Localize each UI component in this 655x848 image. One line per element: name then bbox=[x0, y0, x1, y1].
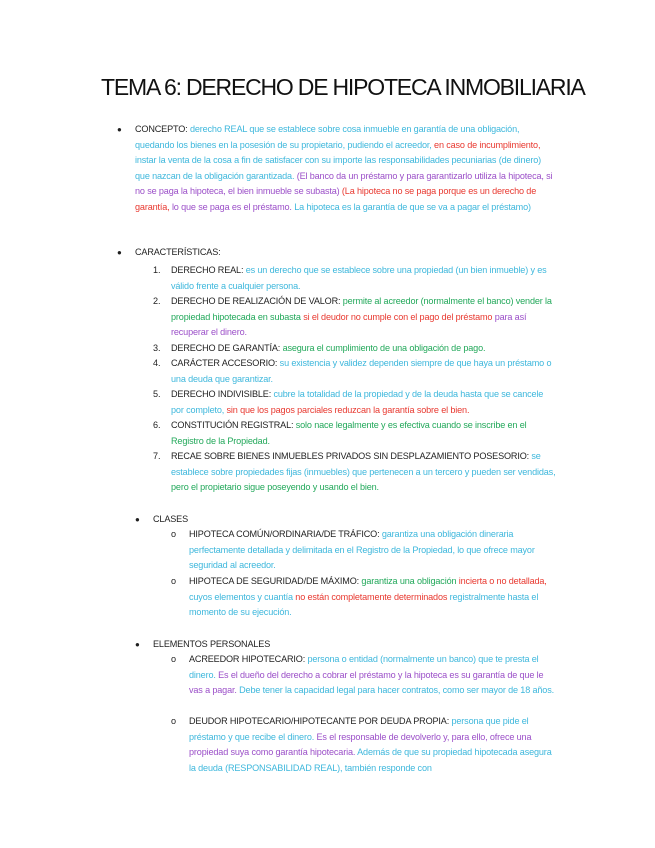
list-item bbox=[171, 418, 561, 449]
list-item bbox=[171, 356, 557, 387]
list-item bbox=[171, 387, 557, 418]
list-number: 2. bbox=[153, 296, 161, 306]
circle-bullet-icon: o bbox=[171, 529, 177, 539]
item-text: no están completamente determinados bbox=[295, 591, 450, 602]
bullet-dot-icon: ● bbox=[117, 248, 122, 257]
item-label: DERECHO INDIVISIBLE: bbox=[171, 389, 274, 399]
list-item bbox=[171, 449, 557, 496]
list-item bbox=[189, 714, 555, 776]
page-title: TEMA 6: DERECHO DE HIPOTECA INMOBILIARIA bbox=[101, 74, 585, 100]
item-label: DEUDOR HIPOTECARIO/HIPOTECANTE POR DEUDA PROPIA: bbox=[189, 716, 452, 726]
list-item bbox=[171, 263, 557, 294]
item-text: persona o entidad (normalmente un banco) que te presta el dinero. bbox=[189, 654, 539, 680]
item-label: DERECHO REAL: bbox=[171, 265, 246, 275]
caracteristicas-heading: CARACTERÍSTICAS: bbox=[135, 247, 221, 257]
item-text: pero el propietario sigue poseyendo y usando el bien. bbox=[171, 482, 379, 493]
concepto-text-6: lo que se paga es el préstamo. bbox=[171, 201, 295, 212]
item-text: Es el responsable de devolverlo y, para ello, ofrece una propiedad suya como garantía hipotecaria. bbox=[189, 731, 532, 758]
concepto-paragraph bbox=[135, 122, 557, 216]
item-text: Es el dueño del derecho a cobrar el préstamo y la hipoteca es su garantía de que le vas a pagar. bbox=[189, 669, 544, 696]
item-label: DERECHO DE GARANTÍA: bbox=[171, 343, 283, 353]
list-item bbox=[171, 341, 557, 357]
item-text: Debe tener la capacidad legal para hacer contratos, como ser mayor de 18 años. bbox=[239, 685, 554, 696]
item-label: ACREEDOR HIPOTECARIO: bbox=[189, 654, 308, 664]
list-number: 7. bbox=[153, 451, 161, 461]
item-text: si el deudor no cumple con el pago del préstamo bbox=[303, 311, 495, 322]
item-text: es un derecho que se establece sobre una propiedad (un bien inmueble) y es válido frente a cualquier persona. bbox=[171, 265, 547, 291]
list-item bbox=[189, 527, 559, 574]
elementos-heading: ELEMENTOS PERSONALES bbox=[153, 639, 271, 649]
item-label: RECAE SOBRE BIENES INMUEBLES PRIVADOS SIN DESPLAZAMIENTO POSESORIO: bbox=[171, 451, 532, 461]
item-text: persona que pide el préstamo y que recibe el dinero. bbox=[189, 716, 529, 742]
item-text: su existencia y validez dependen siempre de que haya un préstamo o una deuda que garantizar. bbox=[171, 358, 552, 384]
list-item bbox=[189, 652, 555, 699]
list-number: 5. bbox=[153, 389, 161, 399]
list-item bbox=[189, 574, 559, 621]
list-number: 6. bbox=[153, 420, 161, 430]
item-text: cuyos elementos y cuantía bbox=[189, 591, 296, 602]
circle-bullet-icon: o bbox=[171, 654, 177, 664]
bullet-dot-icon: ● bbox=[135, 515, 140, 524]
item-text: Además de que su propiedad hipotecada asegura la deuda (RESPONSABILIDAD REAL), también responde con bbox=[189, 747, 552, 773]
concepto-text-1: derecho REAL que se establece sobre cosa inmueble en garantía de una obligación, quedando los bienes en la posesión de su propietario, pudiendo el acreedor, bbox=[135, 124, 520, 150]
concepto-label: CONCEPTO: bbox=[135, 124, 190, 134]
item-text: cubre la totalidad de la propiedad y de la deuda hasta que se cancele por completo, bbox=[171, 389, 544, 415]
bullet-dot-icon: ● bbox=[117, 125, 122, 134]
list-number: 4. bbox=[153, 358, 161, 368]
item-label: CONSTITUCIÓN REGISTRAL: bbox=[171, 420, 296, 430]
item-text: garantiza una obligación bbox=[361, 576, 459, 586]
item-label: HIPOTECA COMÚN/ORDINARIA/DE TRÁFICO: bbox=[189, 529, 382, 539]
list-item bbox=[171, 294, 557, 341]
item-text: asegura el cumplimiento de una obligación de pago. bbox=[282, 343, 486, 353]
item-text: incierta o no detallada, bbox=[458, 576, 547, 586]
list-number: 3. bbox=[153, 343, 161, 353]
item-text: solo nace legalmente y es efectiva cuando se inscribe en el Registro de la Propiedad. bbox=[171, 420, 527, 446]
item-text: garantiza una obligación dineraria perfectamente detallada y delimitada en el Registro de la Propiedad, lo que ofrece mayor seguridad al acreedor. bbox=[189, 529, 535, 571]
item-label: HIPOTECA DE SEGURIDAD/DE MÁXIMO: bbox=[189, 576, 362, 586]
clases-heading: CLASES bbox=[153, 514, 188, 524]
item-text: se establece sobre propiedades fijas (inmuebles) que pertenecen a un tercero y pueden ser vendidas, bbox=[171, 451, 556, 477]
concepto-text-4: (El banco da un préstamo y para garantizarlo utiliza la hipoteca, si no se paga la hipoteca, el bien inmueble se subasta) bbox=[135, 170, 553, 197]
bullet-dot-icon: ● bbox=[135, 640, 140, 649]
concepto-text-3: instar la venta de la cosa a fin de satisfacer con su importe las responsabilidades pecuniarias (de dinero) que nazcan de la obligación garantizada. bbox=[135, 155, 542, 181]
concepto-text-7: La hipoteca es la garantía de que se va a pagar el préstamo) bbox=[294, 201, 531, 212]
list-number: 1. bbox=[153, 265, 161, 275]
concepto-text-5: (La hipoteca no se paga porque es un derecho de garantía, bbox=[135, 186, 537, 212]
concepto-text-2: en caso de incumplimiento, bbox=[434, 139, 541, 150]
item-label: CARÁCTER ACCESORIO: bbox=[171, 358, 280, 368]
item-text: registralmente hasta el momento de su ejecución. bbox=[189, 591, 539, 618]
item-text: para así recuperar el dinero. bbox=[171, 311, 527, 338]
item-text: sin que los pagos parciales reduzcan la garantía sobre el bien. bbox=[226, 404, 470, 415]
circle-bullet-icon: o bbox=[171, 716, 177, 726]
circle-bullet-icon: o bbox=[171, 576, 177, 586]
item-label: DERECHO DE REALIZACIÓN DE VALOR: bbox=[171, 296, 343, 306]
item-text: permite al acreedor (normalmente el banco) vender la propiedad hipotecada en subasta bbox=[171, 296, 552, 322]
